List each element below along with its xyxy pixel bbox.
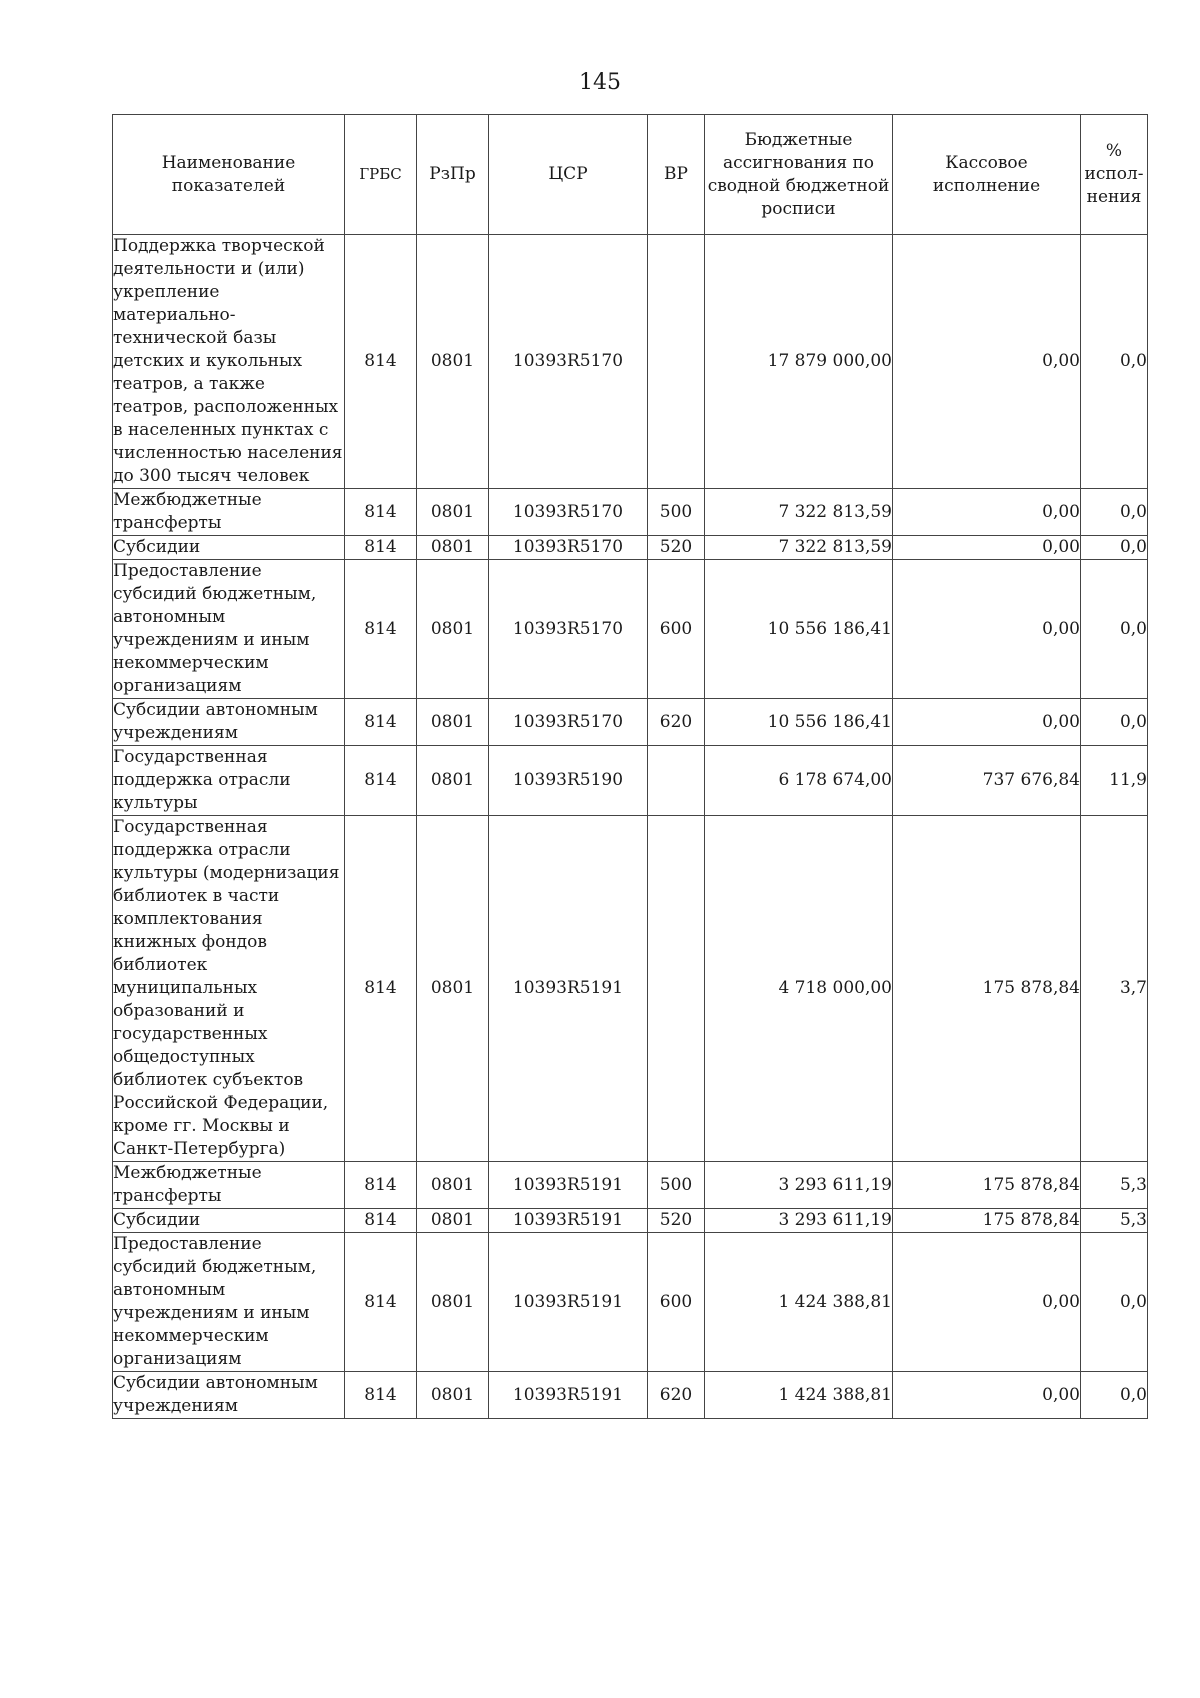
- cell-assign: 4 718 000,00: [705, 816, 893, 1162]
- cell-assign: 7 322 813,59: [705, 489, 893, 536]
- cell-rzpr: 0801: [417, 746, 489, 816]
- table-row: [113, 489, 1148, 536]
- cell-name: Межбюджетные трансферты: [113, 489, 345, 536]
- cell-assign: 10 556 186,41: [705, 560, 893, 699]
- cell-pct: 5,3: [1081, 1162, 1148, 1209]
- cell-rzpr: 0801: [417, 489, 489, 536]
- cell-csr: 10393R5191: [489, 1162, 648, 1209]
- header-grbs: ГРБС: [345, 115, 417, 235]
- page-number: 145: [579, 70, 621, 95]
- cell-assign: 10 556 186,41: [705, 699, 893, 746]
- cell-rzpr: 0801: [417, 699, 489, 746]
- cell-assign: 7 322 813,59: [705, 536, 893, 560]
- cell-csr: 10393R5191: [489, 1209, 648, 1233]
- table-row: [113, 560, 1148, 699]
- cell-rzpr: 0801: [417, 1372, 489, 1419]
- table-row: [113, 746, 1148, 816]
- cell-cash: 175 878,84: [893, 816, 1081, 1162]
- cell-vr: 500: [648, 489, 705, 536]
- cell-vr: [648, 235, 705, 489]
- cell-grbs: 814: [345, 1209, 417, 1233]
- cell-grbs: 814: [345, 1233, 417, 1372]
- cell-grbs: 814: [345, 816, 417, 1162]
- cell-pct: 0,0: [1081, 489, 1148, 536]
- cell-assign: 1 424 388,81: [705, 1372, 893, 1419]
- cell-csr: 10393R5170: [489, 560, 648, 699]
- cell-csr: 10393R5170: [489, 536, 648, 560]
- cell-name: Государственная поддержка отрасли культуры: [113, 746, 345, 816]
- table-body: [113, 235, 1148, 1419]
- cell-csr: 10393R5170: [489, 699, 648, 746]
- cell-rzpr: 0801: [417, 536, 489, 560]
- header-pct: % испол-нения: [1081, 115, 1148, 235]
- header-name: Наименование показателей: [113, 115, 345, 235]
- cell-csr: 10393R5191: [489, 1233, 648, 1372]
- cell-vr: 620: [648, 1372, 705, 1419]
- cell-vr: [648, 746, 705, 816]
- cell-vr: 520: [648, 1209, 705, 1233]
- table-row: [113, 1233, 1148, 1372]
- cell-assign: 1 424 388,81: [705, 1233, 893, 1372]
- cell-grbs: 814: [345, 1162, 417, 1209]
- header-csr: ЦСР: [489, 115, 648, 235]
- cell-grbs: 814: [345, 560, 417, 699]
- cell-name: Предоставление субсидий бюджетным, автономным учреждениям и иным некоммерческим организациям: [113, 560, 345, 699]
- table-row: [113, 235, 1148, 489]
- header-assign: Бюджетные ассигнования по сводной бюджетной росписи: [705, 115, 893, 235]
- table-row: [113, 699, 1148, 746]
- cell-vr: 600: [648, 560, 705, 699]
- header-cash: Кассовое исполнение: [893, 115, 1081, 235]
- cell-grbs: 814: [345, 746, 417, 816]
- cell-grbs: 814: [345, 536, 417, 560]
- cell-name: Субсидии автономным учреждениям: [113, 699, 345, 746]
- cell-csr: 10393R5170: [489, 235, 648, 489]
- cell-cash: 175 878,84: [893, 1209, 1081, 1233]
- cell-csr: 10393R5170: [489, 489, 648, 536]
- cell-grbs: 814: [345, 489, 417, 536]
- cell-rzpr: 0801: [417, 235, 489, 489]
- cell-name: Субсидии: [113, 536, 345, 560]
- cell-pct: 11,9: [1081, 746, 1148, 816]
- cell-assign: 3 293 611,19: [705, 1162, 893, 1209]
- cell-grbs: 814: [345, 235, 417, 489]
- cell-cash: 0,00: [893, 235, 1081, 489]
- cell-cash: 0,00: [893, 699, 1081, 746]
- cell-cash: 175 878,84: [893, 1162, 1081, 1209]
- table-row: [113, 536, 1148, 560]
- cell-pct: 3,7: [1081, 816, 1148, 1162]
- cell-pct: 0,0: [1081, 560, 1148, 699]
- cell-rzpr: 0801: [417, 816, 489, 1162]
- header-rzpr: РзПр: [417, 115, 489, 235]
- table-row: [113, 1209, 1148, 1233]
- cell-vr: 520: [648, 536, 705, 560]
- cell-grbs: 814: [345, 1372, 417, 1419]
- cell-pct: 0,0: [1081, 536, 1148, 560]
- cell-name: Субсидии: [113, 1209, 345, 1233]
- cell-name: Поддержка творческой деятельности и (или) укрепление материально-технической базы детских и кукольных театров, а также театров, расположенных в населенных пунктах с численностью населения до 300 тысяч человек: [113, 235, 345, 489]
- budget-table: [112, 114, 1148, 1419]
- table-header-row: [113, 115, 1148, 235]
- cell-pct: 5,3: [1081, 1209, 1148, 1233]
- cell-rzpr: 0801: [417, 560, 489, 699]
- cell-name: Субсидии автономным учреждениям: [113, 1372, 345, 1419]
- cell-rzpr: 0801: [417, 1162, 489, 1209]
- table-row: [113, 1162, 1148, 1209]
- cell-cash: 0,00: [893, 536, 1081, 560]
- cell-csr: 10393R5191: [489, 816, 648, 1162]
- cell-rzpr: 0801: [417, 1233, 489, 1372]
- cell-vr: [648, 816, 705, 1162]
- cell-cash: 0,00: [893, 560, 1081, 699]
- cell-assign: 3 293 611,19: [705, 1209, 893, 1233]
- cell-assign: 17 879 000,00: [705, 235, 893, 489]
- cell-vr: 620: [648, 699, 705, 746]
- header-vr: ВР: [648, 115, 705, 235]
- cell-cash: 0,00: [893, 1233, 1081, 1372]
- cell-pct: 0,0: [1081, 1372, 1148, 1419]
- cell-vr: 500: [648, 1162, 705, 1209]
- cell-csr: 10393R5191: [489, 1372, 648, 1419]
- cell-vr: 600: [648, 1233, 705, 1372]
- table-row: [113, 816, 1148, 1162]
- cell-rzpr: 0801: [417, 1209, 489, 1233]
- cell-cash: 0,00: [893, 1372, 1081, 1419]
- cell-name: Предоставление субсидий бюджетным, автономным учреждениям и иным некоммерческим организациям: [113, 1233, 345, 1372]
- cell-name: Государственная поддержка отрасли культуры (модернизация библиотек в части комплектования книжных фондов библиотек муниципальных образований и государственных общедоступных библиотек субъектов Российской Федерации, кроме гг. Москвы и Санкт-Петербурга): [113, 816, 345, 1162]
- cell-cash: 0,00: [893, 489, 1081, 536]
- cell-pct: 0,0: [1081, 1233, 1148, 1372]
- cell-assign: 6 178 674,00: [705, 746, 893, 816]
- cell-cash: 737 676,84: [893, 746, 1081, 816]
- cell-name: Межбюджетные трансферты: [113, 1162, 345, 1209]
- cell-csr: 10393R5190: [489, 746, 648, 816]
- cell-grbs: 814: [345, 699, 417, 746]
- table-row: [113, 1372, 1148, 1419]
- cell-pct: 0,0: [1081, 699, 1148, 746]
- cell-pct: 0,0: [1081, 235, 1148, 489]
